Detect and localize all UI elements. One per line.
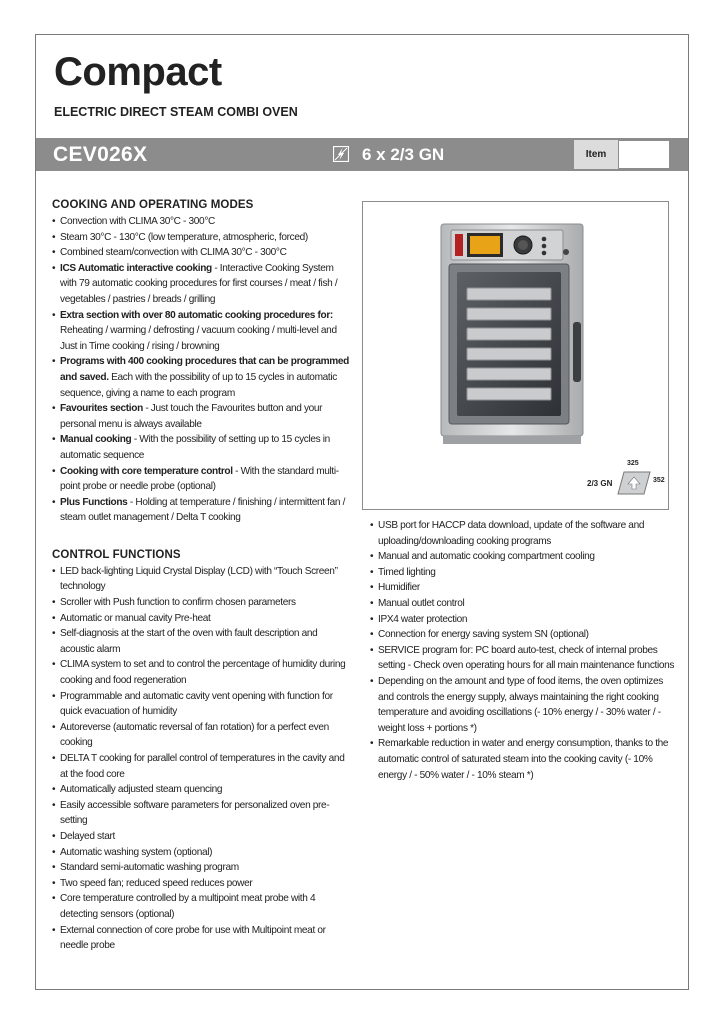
page-subtitle: ELECTRIC DIRECT STEAM COMBI OVEN bbox=[54, 105, 298, 119]
list-item: • Automatically adjusted steam quencing bbox=[52, 782, 352, 798]
list-item bbox=[52, 308, 352, 355]
list-item: • Connection for energy saving system SN (optional) bbox=[370, 627, 675, 643]
item-input[interactable] bbox=[618, 140, 670, 169]
list-item-bold: Favourites section bbox=[60, 403, 143, 415]
list-item: • External connection of core probe for use with Multipoint meat or needle probe bbox=[52, 923, 352, 954]
list-item: • Core temperature controlled by a multipoint meat probe with 4 detecting sensors (optional) bbox=[52, 891, 352, 922]
gn-size-label: 2/3 GN bbox=[587, 479, 613, 488]
gn-size-mark bbox=[578, 460, 670, 500]
gn-dim-top: 325 bbox=[627, 460, 639, 467]
list-item-bold: Extra section with over 80 automatic cooking procedures for: bbox=[60, 309, 333, 321]
list-item bbox=[52, 354, 352, 401]
page-title: Compact bbox=[54, 50, 222, 94]
list-item: • SERVICE program for: PC board auto-test, check of internal probes setting - Check oven operating hours for all main maintenance functions bbox=[370, 643, 675, 674]
cooking-list bbox=[52, 214, 352, 526]
list-item: • Automatic washing system (optional) bbox=[52, 845, 352, 861]
list-item-text: - Just touch the Favourites button and your personal menu is always available bbox=[60, 403, 323, 430]
list-item: • Self-diagnosis at the start of the oven with fault description and acoustic alarm bbox=[52, 626, 352, 657]
list-item-text: - With the standard multi-point probe or needle probe (optional) bbox=[60, 465, 339, 493]
list-item: • Easily accessible software parameters for personalized oven pre-setting bbox=[52, 798, 352, 829]
item-label: Item bbox=[574, 140, 618, 169]
list-item: • Automatic or manual cavity Pre-heat bbox=[52, 611, 352, 627]
list-item bbox=[52, 261, 352, 308]
list-item: • Manual outlet control bbox=[370, 596, 675, 612]
gn-pan-icon bbox=[616, 470, 652, 496]
list-item: • Remarkable reduction in water and energy consumption, thanks to the automatic control of saturated steam into the cooking cavity (- 10% energy / - 50% water / - 10% steam *) bbox=[370, 736, 675, 783]
list-item: • Autoreverse (automatic reversal of fan rotation) for a perfect even cooking bbox=[52, 720, 352, 751]
list-item: • Scroller with Push function to confirm chosen parameters bbox=[52, 595, 352, 611]
electric-icon bbox=[333, 146, 349, 162]
gn-dim-side: 352 bbox=[653, 477, 665, 484]
list-item: • LED back-lighting Liquid Crystal Display (LCD) with “Touch Screen” technology bbox=[52, 564, 352, 595]
list-item bbox=[52, 401, 352, 432]
list-item bbox=[52, 214, 352, 230]
list-item: • Timed lighting bbox=[370, 565, 675, 581]
cooking-heading: COOKING AND OPERATING MODES bbox=[52, 199, 254, 211]
list-item: • Delayed start bbox=[52, 829, 352, 845]
list-item-text: - Holding at temperature / finishing / intermittent fan / steam outlet management / Delta T cooking bbox=[60, 496, 346, 524]
list-item-text: - Interactive Cooking System with 79 automatic cooking procedures for first courses / meat / fish / vegetables / pastries / breads / grilling bbox=[60, 262, 338, 305]
list-item-text: Steam 30°C - 130°C (low temperature, atmospheric, forced) bbox=[60, 231, 308, 243]
list-item bbox=[52, 230, 352, 246]
list-item-bold: Cooking with core temperature control bbox=[60, 465, 233, 477]
list-item: • Depending on the amount and type of food items, the oven optimizes and controls the energy supply, always maintaining the right cooking temperature and avoiding oscillations (- 10% energy / - 30% water / - weight loss + portions *) bbox=[370, 674, 675, 736]
list-item: • Standard semi-automatic washing program bbox=[52, 860, 352, 876]
list-item: • Programmable and automatic cavity vent opening with function for quick evacuation of humidity bbox=[52, 689, 352, 720]
list-item: • Humidifier bbox=[370, 580, 675, 596]
list-item: • USB port for HACCP data download, update of the software and uploading/downloading cooking programs bbox=[370, 518, 675, 549]
list-item bbox=[52, 245, 352, 261]
list-item bbox=[52, 432, 352, 463]
right-column bbox=[370, 518, 675, 783]
list-item bbox=[52, 464, 352, 495]
gn-capacity: 6 x 2/3 GN bbox=[362, 145, 445, 164]
features-list bbox=[370, 518, 675, 783]
list-item: • Two speed fan; reduced speed reduces power bbox=[52, 876, 352, 892]
list-item-text: Convection with CLIMA 30°C - 300°C bbox=[60, 216, 215, 227]
list-item: • CLIMA system to set and to control the percentage of humidity during cooking and food regeneration bbox=[52, 657, 352, 688]
left-column bbox=[52, 198, 352, 954]
list-item: • Manual and automatic cooking compartment cooling bbox=[370, 549, 675, 565]
list-item: • DELTA T cooking for parallel control of temperatures in the cavity and at the food core bbox=[52, 751, 352, 782]
list-item: • IPX4 water protection bbox=[370, 612, 675, 628]
list-item-bold: ICS Automatic interactive cooking bbox=[60, 262, 212, 274]
list-item bbox=[52, 495, 352, 526]
list-item-text: - With the possibility of setting up to 15 cycles in automatic sequence bbox=[60, 434, 330, 461]
list-item-bold: Plus Functions bbox=[60, 496, 128, 508]
list-item-bold: Programs with 400 cooking procedures that can be programmed and saved. bbox=[60, 356, 349, 383]
control-list bbox=[52, 564, 352, 954]
list-item-text: Combined steam/convection with CLIMA 30°C - 300°C bbox=[60, 247, 287, 259]
list-item-text: Each with the possibility of up to 15 cycles in automatic sequence, giving a name to each program bbox=[60, 371, 337, 399]
control-heading: CONTROL FUNCTIONS bbox=[52, 548, 181, 561]
list-item-bold: Manual cooking bbox=[60, 434, 132, 446]
model-code: CEV026X bbox=[53, 143, 148, 166]
list-item-text: Reheating / warming / defrosting / vacuum cooking / multi-level and Just in Time cooking / rising / browning bbox=[60, 325, 337, 352]
